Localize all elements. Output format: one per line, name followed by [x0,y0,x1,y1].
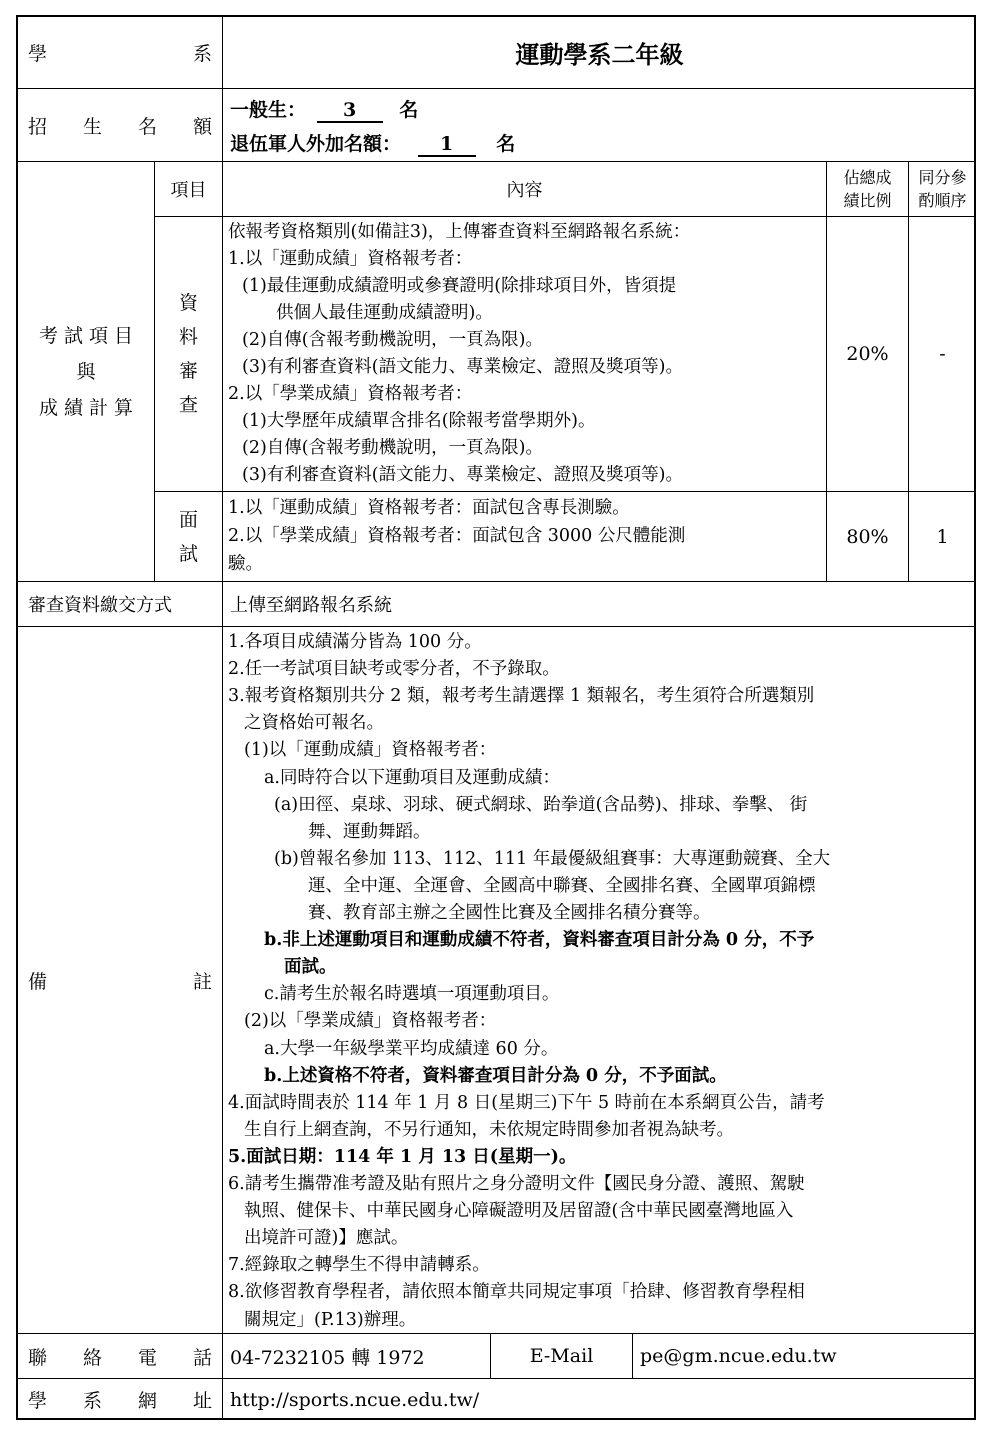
interview-content [228,494,824,580]
email-label: E-Mail [529,1345,594,1367]
header-tiebreak-line: 酌順序 [918,191,967,210]
note-line: b.上述資格不符者，資料審查項目計分為 0 分，不予面試。 [264,1065,727,1086]
review-line: (3)有利審查資料(語文能力、專業檢定、證照及獎項等)。 [242,465,683,485]
note-line: (2)以「學業成績」資格報考者： [244,1011,497,1032]
note-line: a.大學一年級學業平均成績達 60 分。 [264,1038,559,1059]
phone-number: 04-7232105 轉 1972 [230,1346,425,1369]
review-line: 2.以「學業成績」資格報考者： [228,384,473,404]
interview-line: 1.以「運動成績」資格報考者：面試包含專長測驗。 [228,498,630,518]
interview-line: 2.以「學業成績」資格報考者：面試包含 3000 公尺體能測 [228,526,686,546]
department-label-first: 學 [28,43,48,65]
review-label-char: 查 [178,394,198,416]
exam-section-label-line: 與 [76,360,96,383]
department-name: 運動學系二年級 [515,40,684,69]
review-tiebreak: - [939,343,946,365]
review-line: (1)最佳運動成績證明或參賽證明(除排球項目外，皆須提 [242,276,677,296]
phone-label-char: 絡 [82,1346,102,1369]
veteran-quota-unit: 名 [496,133,516,155]
interview-tiebreak: 1 [936,525,949,548]
col-divider [632,1333,633,1378]
review-content [228,218,824,490]
general-quota-unit: 名 [399,99,419,121]
header-ratio-line: 佔總成 [843,168,892,187]
quota-label-char: 額 [192,115,212,138]
col-divider [222,17,223,1420]
note-line: 舞、運動舞蹈。 [308,821,431,842]
phone-label [18,1334,222,1378]
phone-label-char: 聯 [28,1346,48,1369]
review-label-char: 審 [178,360,198,382]
note-line: 面試。 [284,957,337,978]
note-line: 3.報考資格類別共分 2 類，報考考生請選擇 1 類報名，考生須符合所選類別 [228,686,815,707]
interview-label-char: 試 [178,542,198,565]
quota-values [230,93,970,159]
note-line: c.請考生於報名時選填一項運動項目。 [264,984,560,1005]
note-line: 7.經錄取之轉學生不得申請轉系。 [228,1255,490,1276]
header-tiebreak [909,162,976,216]
review-line: (1)大學歷年成績單含排名(除報考當學期外)。 [242,411,596,431]
note-line: 1.各項目成績滿分皆為 100 分。 [228,632,482,652]
note-line: a.同時符合以下運動項目及運動成績： [264,767,560,788]
note-line: 執照、健保卡、中華民國身心障礙證明及居留證(含中華民國臺灣地區入 [244,1201,794,1222]
website-label-char: 系 [82,1390,102,1412]
review-line: 供個人最佳運動成績證明)。 [276,303,493,323]
notes-label [18,627,222,1333]
website-label-char: 學 [28,1390,48,1412]
review-line: 依報考資格類別(如備註3)，上傳審查資料至網路報名系統： [228,222,691,242]
review-label-char: 料 [178,326,198,348]
header-ratio-line: 績比例 [843,191,892,210]
veteran-quota-count: 1 [418,133,476,157]
note-line: (b)曾報名參加 113、112、111 年最優級組賽事：大專運動競賽、全大 [274,848,831,869]
website-link[interactable]: http://sports.ncue.edu.tw/ [230,1388,480,1411]
admission-table [16,15,976,1420]
website-label [18,1379,222,1420]
note-line: 5.面試日期：114 年 1 月 13 日(星期一)。 [228,1146,577,1167]
review-label-char: 資 [178,292,198,314]
review-line: 1.以「運動成績」資格報考者： [228,249,473,269]
interview-label-char: 面 [178,508,198,531]
note-line: 出境許可證)】應試。 [244,1228,409,1249]
note-line: (a)田徑、桌球、羽球、硬式網球、跆拳道(含品勢)、排球、拳擊、 街 [274,794,808,815]
general-quota-count: 3 [317,99,383,123]
notes-label-char: 註 [192,970,212,993]
veteran-quota-label: 退伍軍人外加名額： [230,133,402,155]
phone-label-char: 電 [137,1346,157,1369]
header-tiebreak-line: 同分參 [918,168,967,187]
interview-line: 驗。 [228,554,263,574]
submission-value: 上傳至網路報名系統 [230,595,392,616]
note-line: 2.任一考試項目缺考或零分者，不予錄取。 [228,659,560,680]
note-line: b.非上述運動項目和運動成績不符者，資料審查項目計分為 0 分，不予 [264,930,815,951]
note-line: 賽、教育部主辦之全國性比賽及全國排名積分賽等。 [308,903,711,923]
exam-section-label [18,162,154,581]
interview-ratio: 80% [846,525,889,548]
header-content: 內容 [506,180,543,201]
note-line: 運、全中運、全運會、全國高中聯賽、全國排名賽、全國單項錦標 [308,875,816,896]
note-line: 8.欲修習教育學程者，請依照本簡章共同規定事項「拾肆、修習教育學程相 [228,1282,805,1303]
review-ratio: 20% [846,343,889,365]
website-label-char: 網 [137,1390,157,1412]
exam-section-label-line: 成 績 計 算 [38,396,134,419]
department-label-last: 系 [192,43,212,65]
header-ratio [827,162,908,216]
review-line: (2)自傳(含報考動機說明，一頁為限)。 [242,438,543,458]
phone-label-char: 話 [192,1346,212,1369]
quota-label-char: 名 [137,115,157,138]
note-line: 生自行上網查詢，不另行通知，未依規定時間參加者視為缺考。 [244,1119,734,1140]
quota-label [18,89,222,161]
interview-label [155,492,222,581]
header-item: 項目 [170,180,207,201]
note-line: 6.請考生攜帶准考證及貼有照片之身分證明文件【國民身分證、護照、駕駛 [228,1174,805,1194]
general-quota-label: 一般生： [230,99,307,121]
note-line: 之資格始可報名。 [244,713,384,734]
notes-content [228,628,974,1332]
notes-label-char: 備 [28,970,48,993]
exam-section-label-line: 考 試 項 目 [38,324,134,347]
quota-label-char: 招 [28,115,48,138]
review-line: (3)有利審查資料(語文能力、專業檢定、證照及獎項等)。 [242,357,683,377]
email-link[interactable]: pe@gm.ncue.edu.tw [640,1345,837,1367]
note-line: 4.面試時間表於 114 年 1 月 8 日(星期三)下午 5 時前在本系網頁公告，請考 [228,1092,825,1113]
review-label [155,217,222,491]
department-label [18,17,222,88]
note-line: (1)以「運動成績」資格報考者： [244,740,497,761]
quota-label-char: 生 [82,115,102,138]
submission-label: 審查資料繳交方式 [28,595,172,616]
review-line: (2)自傳(含報考動機說明，一頁為限)。 [242,330,543,350]
note-line: 關規定」(P.13)辦理。 [244,1309,417,1330]
website-label-char: 址 [192,1390,212,1412]
